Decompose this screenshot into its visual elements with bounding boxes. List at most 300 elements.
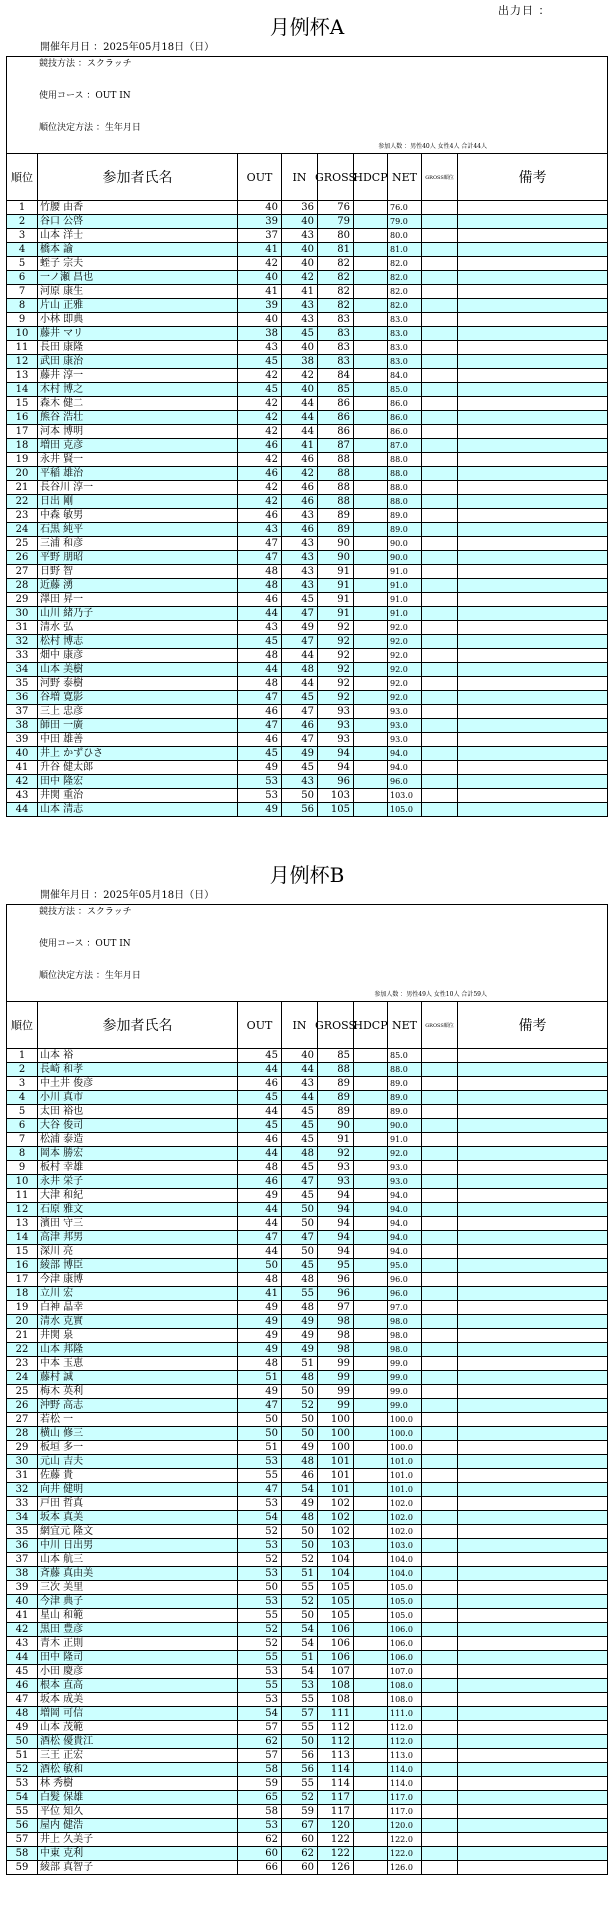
- cell-net: 112.0: [388, 1721, 422, 1734]
- table-row: [7, 1286, 607, 1300]
- cell-hdcp: [354, 285, 388, 298]
- cell-rank: 53: [7, 1777, 38, 1790]
- cell-note: [458, 803, 607, 816]
- cell-note: [458, 467, 607, 480]
- cell-name: 今津 康博: [38, 1273, 238, 1286]
- cell-rank: 18: [7, 1287, 38, 1300]
- cell-gross: 105: [318, 803, 354, 816]
- cell-name: 中田 雄善: [38, 733, 238, 746]
- cell-net: 105.0: [388, 803, 422, 816]
- cell-name: 藤井 マリ: [38, 327, 238, 340]
- cell-rank: 15: [7, 397, 38, 410]
- cell-name: 坂本 真美: [38, 1511, 238, 1524]
- cell-hdcp: [354, 1763, 388, 1776]
- cell-in: 48: [282, 663, 318, 676]
- cell-net: 108.0: [388, 1693, 422, 1706]
- event-info: [7, 905, 607, 1001]
- table-row: [7, 1118, 607, 1132]
- cell-rank: 33: [7, 1497, 38, 1510]
- cell-hdcp: [354, 1301, 388, 1314]
- cell-hdcp: [354, 1707, 388, 1720]
- cell-note: [458, 1735, 607, 1748]
- results-table: [6, 904, 608, 1875]
- cell-rank: 44: [7, 803, 38, 816]
- cell-hdcp: [354, 1077, 388, 1090]
- participant-count: 参加人数 ：男性40人 女性4人 合計44人: [378, 143, 487, 150]
- cell-rank: 5: [7, 1105, 38, 1118]
- cell-hdcp: [354, 1693, 388, 1706]
- cell-note: [458, 299, 607, 312]
- cell-in: 55: [282, 1581, 318, 1594]
- cell-note: [458, 565, 607, 578]
- cell-net: 85.0: [388, 1049, 422, 1062]
- cell-hdcp: [354, 761, 388, 774]
- cell-out: 47: [238, 537, 282, 550]
- table-row: [7, 200, 607, 214]
- cell-hdcp: [354, 789, 388, 802]
- cell-net: 98.0: [388, 1329, 422, 1342]
- cell-net: 96.0: [388, 1273, 422, 1286]
- cell-out: 44: [238, 663, 282, 676]
- cell-rank: 4: [7, 243, 38, 256]
- cell-rank: 38: [7, 1567, 38, 1580]
- cell-out: 53: [238, 1595, 282, 1608]
- cell-gross-rank: [422, 1693, 458, 1706]
- cell-gross-rank: [422, 761, 458, 774]
- cell-in: 52: [282, 1399, 318, 1412]
- cell-out: 47: [238, 1231, 282, 1244]
- cell-gross: 100: [318, 1413, 354, 1426]
- cell-in: 45: [282, 327, 318, 340]
- cell-gross-rank: [422, 1539, 458, 1552]
- cell-name: 井上 かずひさ: [38, 747, 238, 760]
- cell-note: [458, 1105, 607, 1118]
- cell-gross-rank: [422, 1357, 458, 1370]
- table-row: [7, 1062, 607, 1076]
- cell-name: 師田 一廣: [38, 719, 238, 732]
- cell-name: 三次 美里: [38, 1581, 238, 1594]
- cell-name: 沖野 高志: [38, 1399, 238, 1412]
- cell-gross: 96: [318, 1287, 354, 1300]
- cell-name: 清水 克實: [38, 1315, 238, 1328]
- cell-name: 一ノ瀬 昌也: [38, 271, 238, 284]
- cell-rank: 12: [7, 1203, 38, 1216]
- cell-out: 49: [238, 1329, 282, 1342]
- cell-note: [458, 1469, 607, 1482]
- cell-net: 88.0: [388, 481, 422, 494]
- cell-rank: 17: [7, 425, 38, 438]
- cell-out: 44: [238, 1105, 282, 1118]
- header-gross-rank: GROSS順位: [422, 1002, 458, 1048]
- cell-note: [458, 1553, 607, 1566]
- cell-gross-rank: [422, 397, 458, 410]
- cell-out: 53: [238, 1567, 282, 1580]
- cell-gross: 83: [318, 327, 354, 340]
- cell-note: [458, 425, 607, 438]
- cell-in: 53: [282, 1679, 318, 1692]
- cell-in: 46: [282, 481, 318, 494]
- cell-note: [458, 201, 607, 214]
- cell-name: 立川 宏: [38, 1287, 238, 1300]
- cell-net: 104.0: [388, 1553, 422, 1566]
- cell-gross-rank: [422, 1455, 458, 1468]
- cell-net: 91.0: [388, 593, 422, 606]
- cell-out: 66: [238, 1861, 282, 1874]
- cell-in: 43: [282, 579, 318, 592]
- cell-in: 60: [282, 1861, 318, 1874]
- header-note: 備考: [518, 1018, 547, 1034]
- cell-name: 清水 弘: [38, 621, 238, 634]
- cell-gross: 82: [318, 285, 354, 298]
- cell-hdcp: [354, 439, 388, 452]
- cell-net: 87.0: [388, 439, 422, 452]
- event-date: 開催年月日 ：2025年05月18日（日）: [40, 42, 215, 53]
- cell-hdcp: [354, 509, 388, 522]
- cell-gross: 92: [318, 1147, 354, 1160]
- cell-name: 太田 裕也: [38, 1105, 238, 1118]
- cell-hdcp: [354, 537, 388, 550]
- header-gross: GROSS: [318, 154, 354, 200]
- cell-hdcp: [354, 635, 388, 648]
- course-used: 使用コース ：OUT IN: [39, 91, 131, 101]
- cell-note: [458, 1623, 607, 1636]
- cell-rank: 25: [7, 1385, 38, 1398]
- cell-net: 94.0: [388, 761, 422, 774]
- cell-out: 45: [238, 1049, 282, 1062]
- cell-gross-rank: [422, 1259, 458, 1272]
- cell-net: 100.0: [388, 1441, 422, 1454]
- cell-in: 50: [282, 1203, 318, 1216]
- cell-net: 99.0: [388, 1385, 422, 1398]
- cell-gross: 85: [318, 1049, 354, 1062]
- cell-in: 51: [282, 1357, 318, 1370]
- cell-rank: 43: [7, 789, 38, 802]
- cell-net: 92.0: [388, 663, 422, 676]
- table-row: [7, 508, 607, 522]
- cell-out: 43: [238, 341, 282, 354]
- cell-out: 42: [238, 495, 282, 508]
- cell-net: 93.0: [388, 719, 422, 732]
- cell-net: 91.0: [388, 607, 422, 620]
- cell-net: 101.0: [388, 1469, 422, 1482]
- cell-hdcp: [354, 1483, 388, 1496]
- cell-gross: 117: [318, 1805, 354, 1818]
- cell-gross-rank: [422, 747, 458, 760]
- cell-gross-rank: [422, 1665, 458, 1678]
- cell-gross: 83: [318, 341, 354, 354]
- cell-hdcp: [354, 271, 388, 284]
- cell-in: 46: [282, 1469, 318, 1482]
- cell-name: 平位 知久: [38, 1805, 238, 1818]
- header-net: NET: [388, 154, 422, 200]
- cell-gross: 86: [318, 411, 354, 424]
- cell-in: 40: [282, 215, 318, 228]
- cell-hdcp: [354, 1777, 388, 1790]
- cell-hdcp: [354, 607, 388, 620]
- cell-gross-rank: [422, 1245, 458, 1258]
- cell-net: 105.0: [388, 1609, 422, 1622]
- cell-gross-rank: [422, 579, 458, 592]
- cell-gross-rank: [422, 677, 458, 690]
- table-row: [7, 578, 607, 592]
- cell-note: [458, 1077, 607, 1090]
- cell-hdcp: [354, 1469, 388, 1482]
- cell-name: 屋内 健浩: [38, 1819, 238, 1832]
- cell-name: 酒松 優貴江: [38, 1735, 238, 1748]
- cell-in: 40: [282, 341, 318, 354]
- cell-gross-rank: [422, 495, 458, 508]
- cell-note: [458, 523, 607, 536]
- cell-gross-rank: [422, 1161, 458, 1174]
- cell-net: 89.0: [388, 509, 422, 522]
- cell-hdcp: [354, 1511, 388, 1524]
- cell-hdcp: [354, 1441, 388, 1454]
- cell-name: 谷増 寛影: [38, 691, 238, 704]
- table-row: [7, 256, 607, 270]
- cell-in: 47: [282, 733, 318, 746]
- cell-in: 46: [282, 495, 318, 508]
- table-row: [7, 634, 607, 648]
- cell-out: 45: [238, 1119, 282, 1132]
- cell-rank: 14: [7, 383, 38, 396]
- cell-in: 67: [282, 1819, 318, 1832]
- cell-gross: 84: [318, 369, 354, 382]
- cell-gross: 96: [318, 775, 354, 788]
- cell-gross: 108: [318, 1693, 354, 1706]
- table-row: [7, 1370, 607, 1384]
- cell-out: 53: [238, 775, 282, 788]
- cell-in: 52: [282, 1791, 318, 1804]
- table-row: [7, 1244, 607, 1258]
- cell-note: [458, 789, 607, 802]
- header-name: 参加者氏名: [38, 154, 238, 200]
- cell-rank: 3: [7, 229, 38, 242]
- cell-rank: 49: [7, 1721, 38, 1734]
- cell-in: 45: [282, 691, 318, 704]
- cell-gross: 94: [318, 1217, 354, 1230]
- cell-gross: 101: [318, 1483, 354, 1496]
- cell-in: 45: [282, 1133, 318, 1146]
- cell-in: 50: [282, 1539, 318, 1552]
- table-row: [7, 1818, 607, 1832]
- cell-hdcp: [354, 733, 388, 746]
- cell-net: 82.0: [388, 257, 422, 270]
- cell-net: 94.0: [388, 1203, 422, 1216]
- cell-gross-rank: [422, 1511, 458, 1524]
- cell-note: [458, 1609, 607, 1622]
- cell-hdcp: [354, 1063, 388, 1076]
- cell-rank: 19: [7, 453, 38, 466]
- table-row: [7, 1580, 607, 1594]
- cell-rank: 19: [7, 1301, 38, 1314]
- cell-hdcp: [354, 397, 388, 410]
- table-row: [7, 312, 607, 326]
- cell-hdcp: [354, 411, 388, 424]
- cell-out: 49: [238, 1301, 282, 1314]
- cell-name: 山本 清志: [38, 803, 238, 816]
- cell-out: 41: [238, 285, 282, 298]
- table-row: [7, 1776, 607, 1790]
- cell-in: 45: [282, 593, 318, 606]
- cell-gross-rank: [422, 1203, 458, 1216]
- cell-gross-rank: [422, 1077, 458, 1090]
- cell-gross-rank: [422, 341, 458, 354]
- cell-out: 49: [238, 761, 282, 774]
- cell-out: 55: [238, 1469, 282, 1482]
- cell-net: 114.0: [388, 1763, 422, 1776]
- cell-net: 99.0: [388, 1371, 422, 1384]
- cell-out: 42: [238, 257, 282, 270]
- cell-gross: 87: [318, 439, 354, 452]
- cell-hdcp: [354, 257, 388, 270]
- cell-out: 44: [238, 1217, 282, 1230]
- cell-in: 44: [282, 677, 318, 690]
- cell-out: 48: [238, 579, 282, 592]
- table-row: [7, 340, 607, 354]
- cell-rank: 28: [7, 579, 38, 592]
- cell-out: 53: [238, 1497, 282, 1510]
- table-row: [7, 284, 607, 298]
- cell-name: 永井 賢一: [38, 453, 238, 466]
- cell-rank: 23: [7, 509, 38, 522]
- cell-rank: 32: [7, 1483, 38, 1496]
- cell-gross-rank: [422, 1847, 458, 1860]
- table-row: [7, 690, 607, 704]
- table-row: [7, 326, 607, 340]
- cell-net: 120.0: [388, 1819, 422, 1832]
- cell-out: 44: [238, 1147, 282, 1160]
- cell-name: 松村 博志: [38, 635, 238, 648]
- cell-gross-rank: [422, 1735, 458, 1748]
- table-row: [7, 1832, 607, 1846]
- cell-net: 94.0: [388, 1217, 422, 1230]
- cell-out: 46: [238, 1175, 282, 1188]
- table-row: [7, 480, 607, 494]
- cell-in: 44: [282, 425, 318, 438]
- cell-note: [458, 1483, 607, 1496]
- cell-name: 長崎 和孝: [38, 1063, 238, 1076]
- cell-name: 河野 泰樹: [38, 677, 238, 690]
- cell-out: 50: [238, 1413, 282, 1426]
- cell-rank: 8: [7, 1147, 38, 1160]
- cell-name: 根本 直高: [38, 1679, 238, 1692]
- cell-rank: 33: [7, 649, 38, 662]
- cell-out: 45: [238, 635, 282, 648]
- table-row: [7, 774, 607, 788]
- cell-net: 82.0: [388, 285, 422, 298]
- cell-rank: 47: [7, 1693, 38, 1706]
- cell-rank: 22: [7, 1343, 38, 1356]
- cell-note: [458, 551, 607, 564]
- cell-net: 88.0: [388, 495, 422, 508]
- cell-note: [458, 1497, 607, 1510]
- cell-gross-rank: [422, 1749, 458, 1762]
- cell-rank: 31: [7, 1469, 38, 1482]
- cell-gross: 93: [318, 1161, 354, 1174]
- cell-in: 50: [282, 1609, 318, 1622]
- cell-gross: 81: [318, 243, 354, 256]
- cell-hdcp: [354, 495, 388, 508]
- cell-note: [458, 1805, 607, 1818]
- cell-gross-rank: [422, 1553, 458, 1566]
- table-row: [7, 438, 607, 452]
- cell-name: 竹腰 由香: [38, 201, 238, 214]
- cell-note: [458, 607, 607, 620]
- cell-out: 41: [238, 243, 282, 256]
- cell-net: 94.0: [388, 747, 422, 760]
- cell-out: 55: [238, 1609, 282, 1622]
- cell-note: [458, 1287, 607, 1300]
- cell-net: 79.0: [388, 215, 422, 228]
- cell-gross-rank: [422, 271, 458, 284]
- cell-name: 長谷川 淳一: [38, 481, 238, 494]
- cell-in: 43: [282, 229, 318, 242]
- cell-in: 52: [282, 1553, 318, 1566]
- cell-rank: 6: [7, 271, 38, 284]
- cell-net: 92.0: [388, 621, 422, 634]
- header-hdcp: HDCP: [354, 1002, 388, 1048]
- cell-hdcp: [354, 201, 388, 214]
- table-row: [7, 606, 607, 620]
- cell-out: 47: [238, 1483, 282, 1496]
- cell-net: 89.0: [388, 1105, 422, 1118]
- cell-out: 49: [238, 1315, 282, 1328]
- cell-rank: 20: [7, 1315, 38, 1328]
- cell-gross-rank: [422, 1469, 458, 1482]
- cell-net: 89.0: [388, 1077, 422, 1090]
- cell-gross-rank: [422, 1595, 458, 1608]
- cell-note: [458, 1217, 607, 1230]
- cell-hdcp: [354, 1595, 388, 1608]
- cell-gross-rank: [422, 1315, 458, 1328]
- cell-hdcp: [354, 1217, 388, 1230]
- table-row: [7, 760, 607, 774]
- header-rank: 順位: [7, 154, 38, 200]
- cell-name: 斉藤 真由美: [38, 1567, 238, 1580]
- cell-gross: 94: [318, 1189, 354, 1202]
- cell-out: 57: [238, 1721, 282, 1734]
- cell-net: 93.0: [388, 705, 422, 718]
- cell-name: 横山 修三: [38, 1427, 238, 1440]
- cell-note: [458, 1791, 607, 1804]
- cell-gross-rank: [422, 243, 458, 256]
- cell-in: 45: [282, 1161, 318, 1174]
- cell-note: [458, 1273, 607, 1286]
- cell-hdcp: [354, 1189, 388, 1202]
- cell-rank: 42: [7, 775, 38, 788]
- table-header: [7, 153, 607, 200]
- cell-net: 90.0: [388, 551, 422, 564]
- cell-in: 50: [282, 1385, 318, 1398]
- cell-hdcp: [354, 1791, 388, 1804]
- cell-note: [458, 1539, 607, 1552]
- cell-name: 増岡 可信: [38, 1707, 238, 1720]
- cell-note: [458, 1315, 607, 1328]
- cell-hdcp: [354, 1091, 388, 1104]
- cell-out: 46: [238, 733, 282, 746]
- cell-net: 84.0: [388, 369, 422, 382]
- cell-out: 46: [238, 439, 282, 452]
- cell-net: 111.0: [388, 1707, 422, 1720]
- cell-rank: 45: [7, 1665, 38, 1678]
- cell-hdcp: [354, 1539, 388, 1552]
- cell-in: 57: [282, 1707, 318, 1720]
- cell-name: 永井 栄子: [38, 1175, 238, 1188]
- cell-in: 56: [282, 1749, 318, 1762]
- cell-net: 89.0: [388, 523, 422, 536]
- cell-hdcp: [354, 1623, 388, 1636]
- cell-gross-rank: [422, 1581, 458, 1594]
